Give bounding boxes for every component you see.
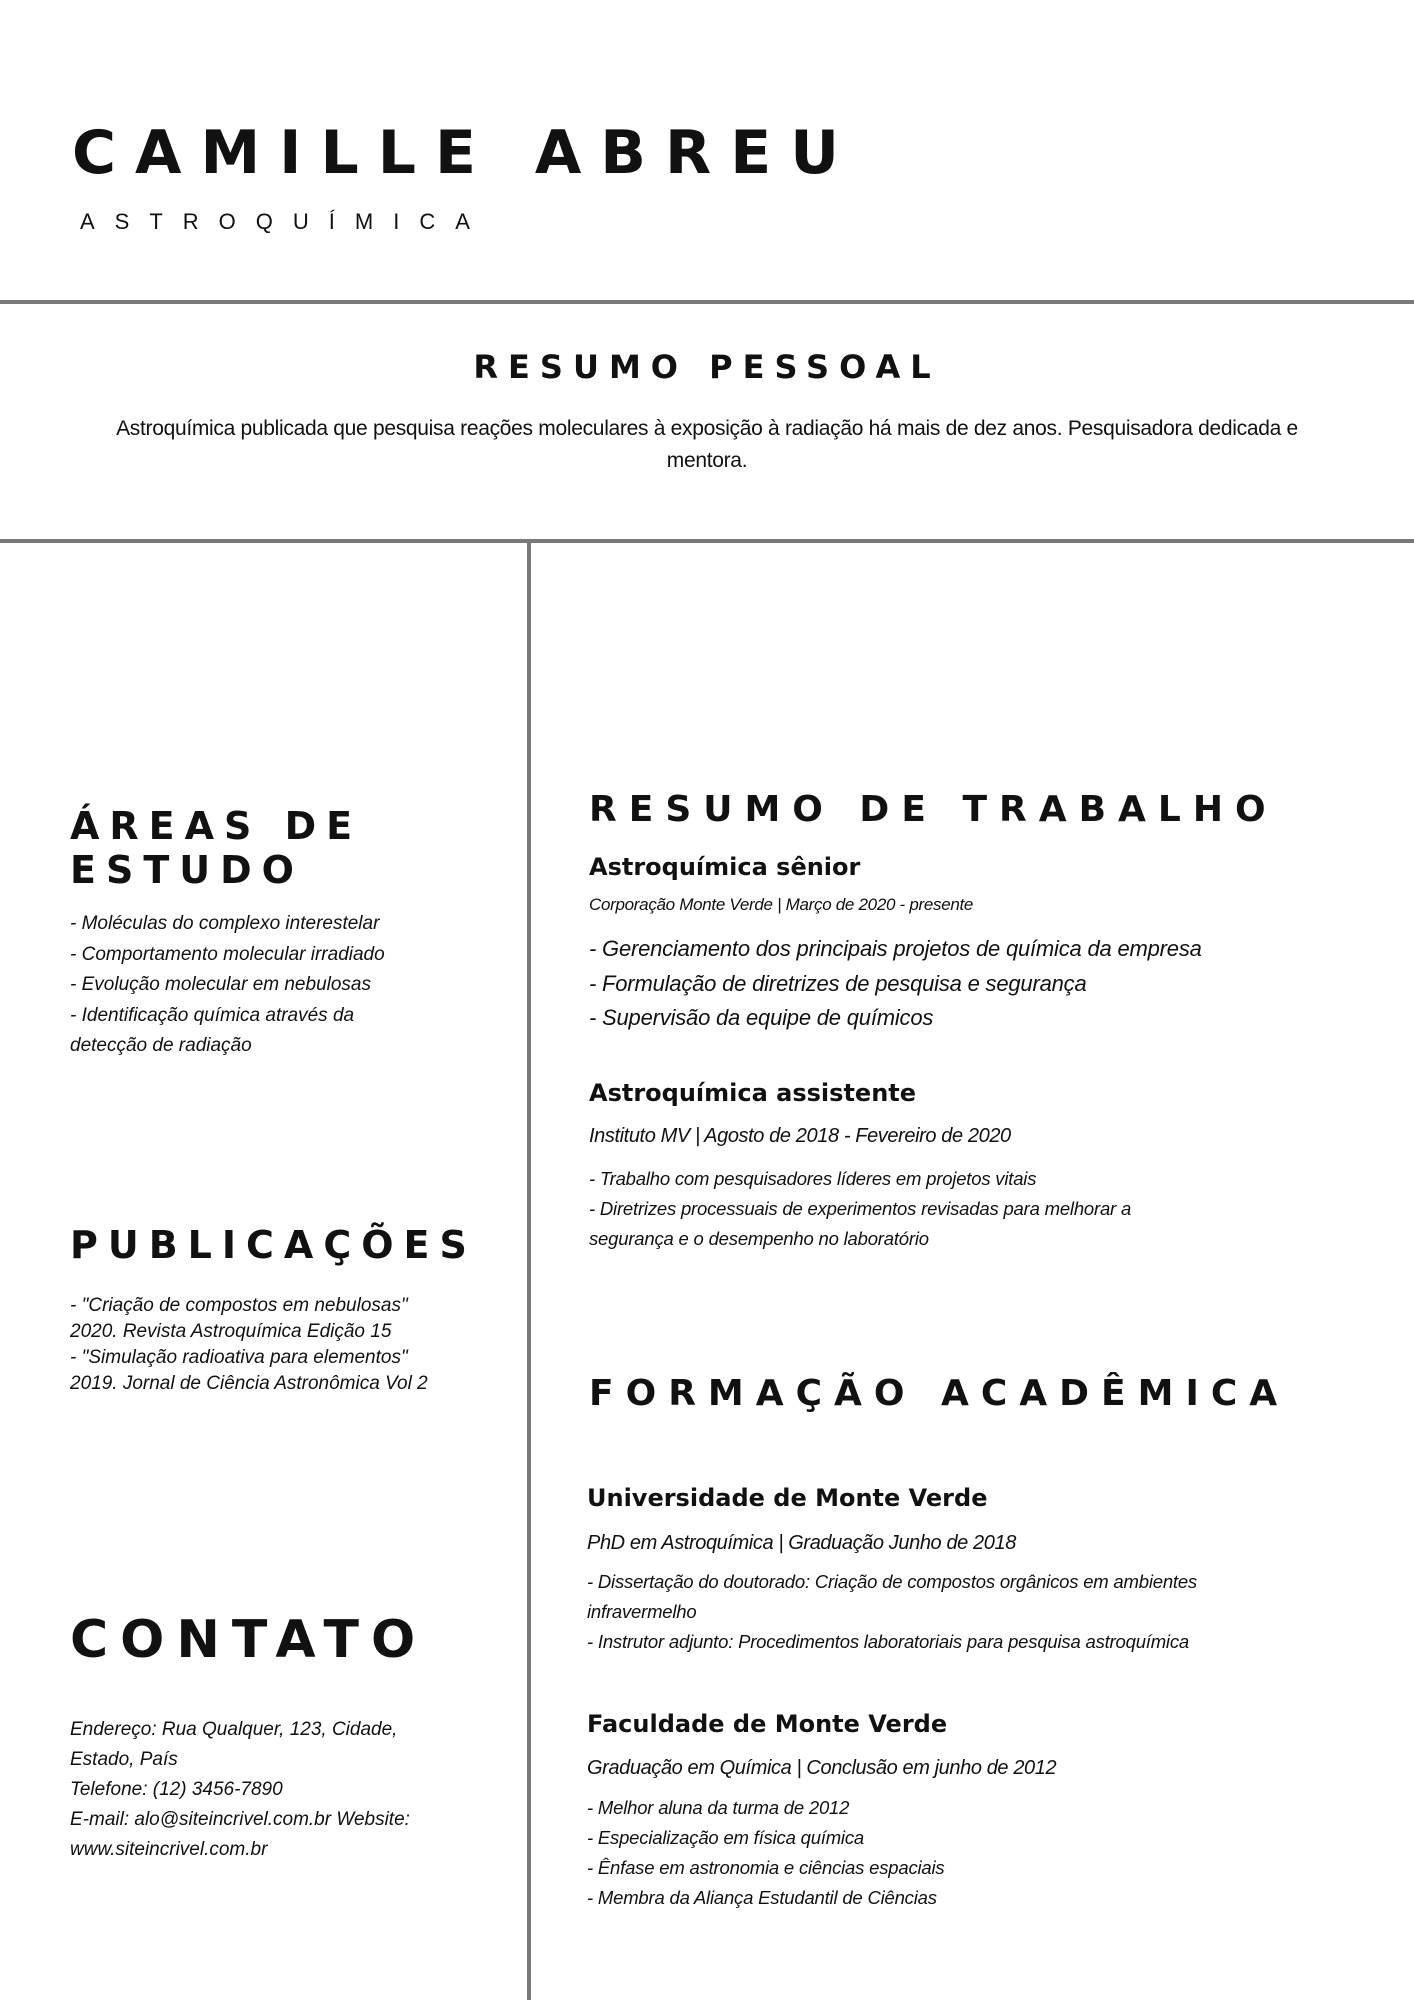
areas-list bbox=[70, 909, 385, 1062]
list-item: - Dissertação do doutorado: Criação de compostos orgânicos em ambientes bbox=[587, 1571, 1197, 1592]
contact-website: www.siteincrivel.com.br bbox=[70, 1839, 268, 1860]
job-bullets bbox=[589, 1164, 1131, 1254]
list-item: - Instrutor adjunto: Procedimentos laboratoriais para pesquisa astroquímica bbox=[587, 1631, 1189, 1652]
list-item: segurança e o desempenho no laboratório bbox=[589, 1228, 929, 1249]
areas-heading-line: ESTUDO bbox=[70, 848, 304, 892]
summary-text bbox=[0, 413, 1414, 477]
list-item: - Membra da Aliança Estudantil de Ciências bbox=[587, 1887, 937, 1908]
list-item: - Trabalho com pesquisadores líderes em projetos vitais bbox=[589, 1168, 1037, 1189]
candidate-title: ASTROQUÍMICA bbox=[80, 209, 490, 234]
list-item: - Diretrizes processuais de experimentos revisadas para melhorar a bbox=[589, 1198, 1132, 1219]
contact-address: Endereço: Rua Qualquer, 123, Cidade, bbox=[70, 1719, 398, 1740]
list-item: - Identificação química através da bbox=[70, 1004, 355, 1026]
contact-heading: CONTATO bbox=[70, 1610, 428, 1670]
contact-address: Estado, País bbox=[70, 1749, 178, 1770]
school-bullets bbox=[587, 1567, 1197, 1657]
job-meta: Instituto MV | Agosto de 2018 - Fevereiro de 2020 bbox=[589, 1125, 1011, 1147]
list-item: infravermelho bbox=[587, 1601, 697, 1622]
divider bbox=[0, 300, 1414, 304]
list-item: - "Criação de compostos em nebulosas" bbox=[70, 1295, 408, 1316]
job-title: Astroquímica assistente bbox=[589, 1079, 917, 1107]
publications-list bbox=[70, 1293, 428, 1397]
job-meta: Corporação Monte Verde | Março de 2020 - presente bbox=[589, 895, 974, 914]
school-name: Universidade de Monte Verde bbox=[587, 1484, 988, 1512]
areas-heading-line: ÁREAS DE bbox=[70, 804, 363, 848]
candidate-name: CAMILLE ABREU bbox=[72, 118, 858, 188]
summary-line: mentora. bbox=[666, 449, 748, 472]
divider bbox=[0, 539, 1414, 543]
work-heading: RESUMO DE TRABALHO bbox=[589, 789, 1278, 830]
summary-heading: RESUMO PESSOAL bbox=[473, 348, 941, 386]
areas-heading bbox=[70, 804, 362, 892]
list-item: - Melhor aluna da turma de 2012 bbox=[587, 1797, 850, 1818]
contact-phone: Telefone: (12) 3456-7890 bbox=[70, 1779, 283, 1800]
school-name: Faculdade de Monte Verde bbox=[587, 1710, 948, 1738]
column-divider bbox=[527, 541, 531, 2000]
list-item: - Evolução molecular em nebulosas bbox=[70, 974, 371, 995]
education-heading: FORMAÇÃO ACADÊMICA bbox=[589, 1373, 1290, 1414]
contact-email: E-mail: alo@siteincrivel.com.br Website: bbox=[70, 1809, 410, 1830]
list-item: 2019. Jornal de Ciência Astronômica Vol 2 bbox=[70, 1373, 428, 1394]
list-item: - Especialização em física química bbox=[587, 1827, 864, 1848]
list-item: detecção de radiação bbox=[70, 1035, 252, 1056]
school-meta: PhD em Astroquímica | Graduação Junho de 2018 bbox=[587, 1532, 1016, 1554]
school-bullets bbox=[587, 1793, 944, 1913]
list-item: - Supervisão da equipe de químicos bbox=[589, 1005, 934, 1030]
list-item: 2020. Revista Astroquímica Edição 15 bbox=[70, 1321, 392, 1342]
job-title: Astroquímica sênior bbox=[589, 853, 861, 881]
school-meta: Graduação em Química | Conclusão em junho de 2012 bbox=[587, 1757, 1057, 1779]
publications-heading: PUBLICAÇÕES bbox=[70, 1223, 477, 1267]
list-item: - "Simulação radioativa para elementos" bbox=[70, 1347, 408, 1368]
list-item: - Moléculas do complexo interestelar bbox=[70, 913, 380, 934]
contact-info bbox=[70, 1715, 410, 1865]
list-item: - Ênfase em astronomia e ciências espaciais bbox=[587, 1857, 945, 1878]
list-item: - Formulação de diretrizes de pesquisa e segurança bbox=[589, 970, 1087, 996]
list-item: - Comportamento molecular irradiado bbox=[70, 943, 385, 965]
list-item: - Gerenciamento dos principais projetos de química da empresa bbox=[589, 936, 1202, 961]
job-bullets bbox=[589, 932, 1202, 1036]
summary-line: Astroquímica publicada que pesquisa reações moleculares à exposição à radiação há mais de dez anos. Pesquisadora dedicada e bbox=[116, 417, 1298, 440]
